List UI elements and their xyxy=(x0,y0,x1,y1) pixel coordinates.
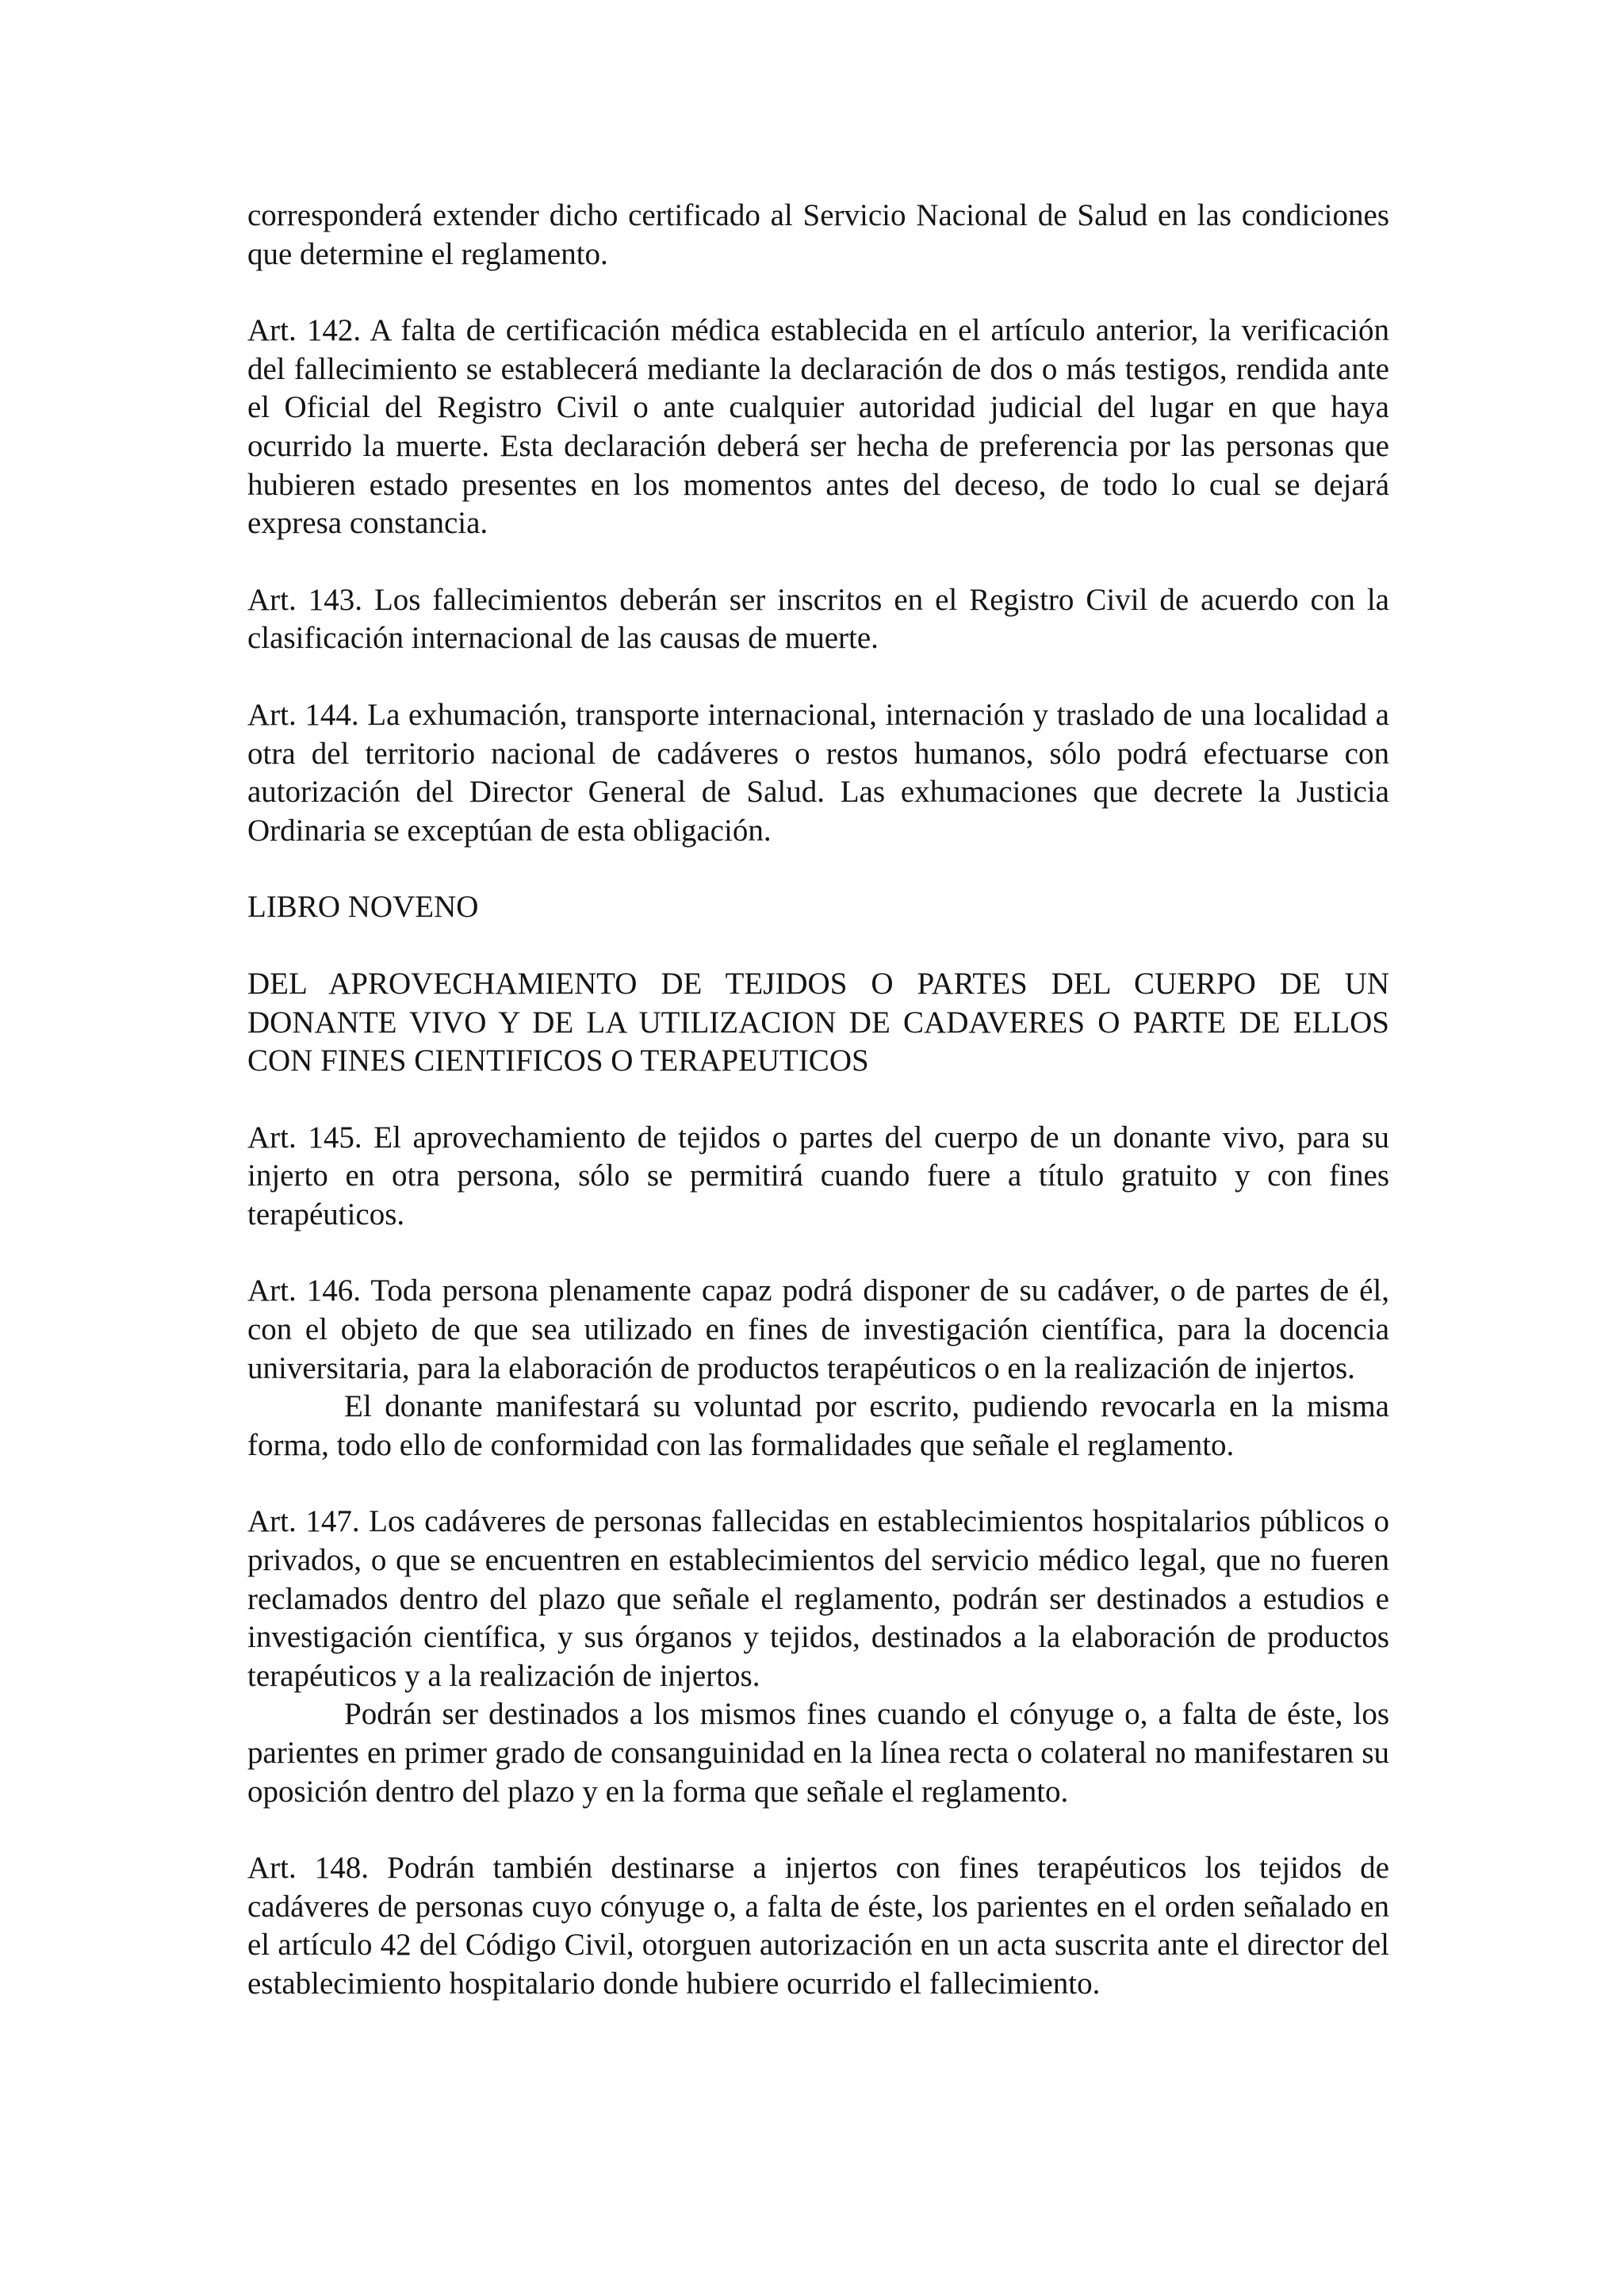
article-148-paragraph-1: Art. 148. Podrán también destinarse a injertos con fines terapéuticos los tejidos de cadáveres de personas cuyo cónyuge o, a falta de éste, los parientes en el orden señalado en el artículo 42 del Código Civil, otorguen autorización en un acta suscrita ante el director del establecimiento hospitalario donde hubiere ocurrido el fallecimiento. xyxy=(247,1851,1389,2001)
intro-paragraph: corresponderá extender dicho certificado al Servicio Nacional de Salud en las condiciones que determine el reglamento. xyxy=(247,198,1389,271)
article-144-paragraph-1: Art. 144. La exhumación, transporte internacional, internación y traslado de una localidad a otra del territorio nacional de cadáveres o restos humanos, sólo podrá efectuarse con autorización del Director General de Salud. Las exhumaciones que decrete la Justicia Ordinaria se exceptúan de esta obligación. xyxy=(247,697,1389,848)
article-147-paragraph-2: Podrán ser destinados a los mismos fines cuando el cónyuge o, a falta de éste, los parientes en primer grado de consanguinidad en la línea recta o colateral no manifestaren su oposición dentro del plazo y en la forma que señale el reglamento. xyxy=(247,1697,1389,1809)
article-142 xyxy=(247,312,1389,543)
article-144 xyxy=(247,696,1389,850)
article-147-paragraph-1: Art. 147. Los cadáveres de personas fallecidas en establecimientos hospitalarios públicos o privados, o que se encuentren en establecimientos del servicio médico legal, que no fueren reclamados dentro del plazo que señale el reglamento, podrán ser destinados a estudios e investigación científica, y sus órganos y tejidos, destinados a la elaboración de productos terapéuticos y a la realización de injertos. xyxy=(247,1504,1389,1693)
article-147 xyxy=(247,1503,1389,1811)
intro-paragraph-block xyxy=(247,197,1389,274)
article-146-paragraph-1: Art. 146. Toda persona plenamente capaz podrá disponer de su cadáver, o de partes de él, con el objeto de que sea utilizado en fines de investigación científica, para la docencia universitaria, para la elaboración de productos terapéuticos o en la realización de injertos. xyxy=(247,1273,1389,1385)
book-subtitle: DEL APROVECHAMIENTO DE TEJIDOS O PARTES DEL CUERPO DE UN DONANTE VIVO Y DE LA UTILIZACION DE CADAVERES O PARTE DE ELLOS CON FINES CIENTIFICOS O TERAPEUTICOS xyxy=(247,966,1389,1078)
article-143-paragraph-1: Art. 143. Los fallecimientos deberán ser inscritos en el Registro Civil de acuerdo con la clasificación internacional de las causas de muerte. xyxy=(247,582,1389,656)
book-title: LIBRO NOVENO xyxy=(247,890,479,925)
article-145-paragraph-1: Art. 145. El aprovechamiento de tejidos o partes del cuerpo de un donante vivo, para su injerto en otra persona, sólo se permitirá cuando fuere a título gratuito y con fines terapéuticos. xyxy=(247,1120,1389,1231)
article-146 xyxy=(247,1272,1389,1465)
article-142-paragraph-1: Art. 142. A falta de certificación médica establecida en el artículo anterior, la verificación del fallecimiento se establecerá mediante la declaración de dos o más testigos, rendida ante el Oficial del Registro Civil o ante cualquier autoridad judicial del lugar en que haya ocurrido la muerte. Esta declaración deberá ser hecha de preferencia por las personas que hubieren estado presentes en los momentos antes del deceso, de todo lo cual se dejará expresa constancia. xyxy=(247,313,1389,541)
article-143 xyxy=(247,581,1389,658)
article-146-paragraph-2: El donante manifestará su voluntad por escrito, pudiendo revocarla en la misma forma, todo ello de conformidad con las formalidades que señale el reglamento. xyxy=(247,1389,1389,1462)
article-145 xyxy=(247,1119,1389,1235)
document-page xyxy=(247,197,1389,2042)
article-148 xyxy=(247,1849,1389,2003)
